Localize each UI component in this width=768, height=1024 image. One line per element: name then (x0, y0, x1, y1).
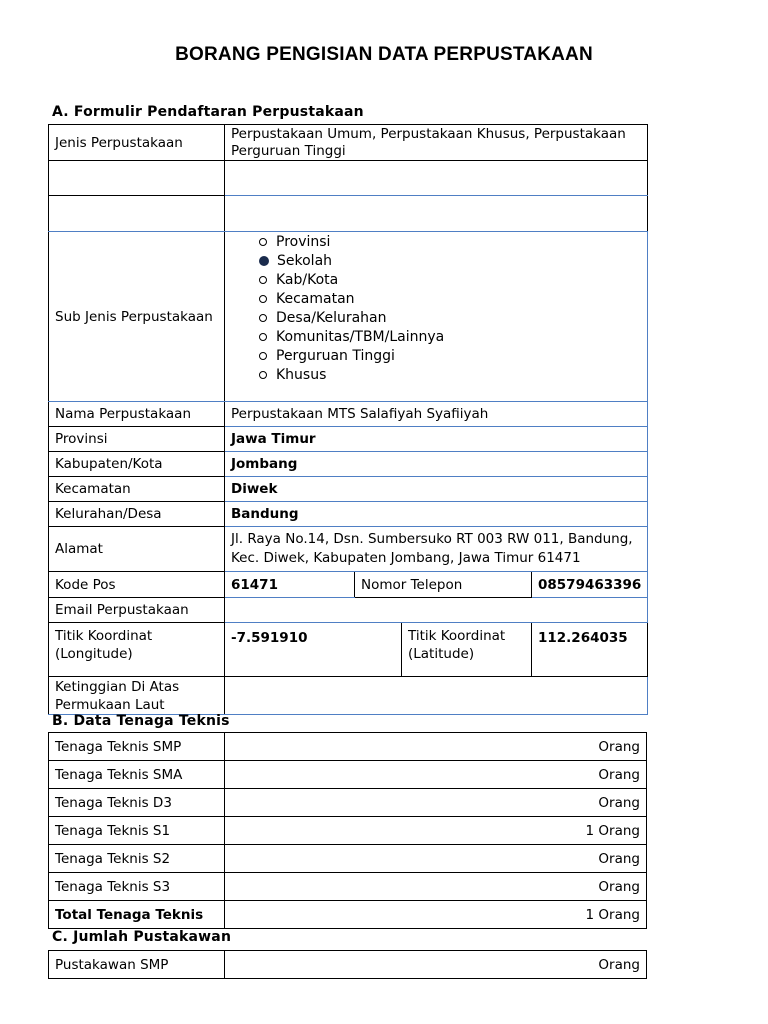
row-value[interactable]: Orang (225, 951, 647, 979)
sub-jenis-option-label: Kab/Kota (276, 271, 339, 288)
form-title: BORANG PENGISIAN DATA PERPUSTAKAAN (175, 44, 593, 65)
empty-cell (49, 161, 225, 196)
radio-unselected-icon[interactable] (259, 333, 267, 341)
sub-jenis-option-label: Khusus (276, 366, 327, 383)
sub-jenis-option[interactable] (259, 346, 641, 365)
row-label: Tenaga Teknis SMP (49, 733, 225, 761)
radio-unselected-icon[interactable] (259, 352, 267, 360)
registration-form-table (48, 124, 648, 715)
telepon-value[interactable]: 08579463396 (532, 572, 648, 598)
sub-jenis-option[interactable] (259, 232, 641, 251)
row-total-tenaga-teknis (49, 901, 647, 929)
table-row (49, 733, 647, 761)
latitude-value[interactable]: 112.264035 (532, 623, 648, 677)
row-value[interactable]: Orang (225, 845, 647, 873)
jenis-label: Jenis Perpustakaan (49, 125, 225, 161)
sub-jenis-options (225, 232, 648, 402)
telepon-label: Nomor Telepon (355, 572, 532, 598)
empty-cell[interactable] (225, 196, 648, 232)
sub-jenis-option-label: Desa/Kelurahan (276, 309, 387, 326)
pustakawan-table (48, 950, 647, 979)
sub-jenis-option[interactable] (259, 365, 641, 384)
table-row (49, 761, 647, 789)
row-kecamatan (49, 477, 648, 502)
longitude-label: Titik Koordinat (Longitude) (49, 623, 225, 677)
row-value[interactable]: Orang (225, 733, 647, 761)
radio-selected-icon[interactable] (259, 256, 269, 266)
kabupaten-value[interactable]: Jombang (225, 452, 648, 477)
row-label: Tenaga Teknis S2 (49, 845, 225, 873)
sub-jenis-radio-group (231, 232, 641, 384)
empty-cell[interactable] (225, 161, 648, 196)
radio-unselected-icon[interactable] (259, 238, 267, 246)
sub-jenis-option-label: Komunitas/TBM/Lainnya (276, 328, 445, 345)
row-nama (49, 402, 648, 427)
section-c-heading: C. Jumlah Pustakawan (52, 929, 232, 945)
jenis-value[interactable]: Perpustakaan Umum, Perpustakaan Khusus, Perpustakaan Perguruan Tinggi (225, 125, 648, 161)
longitude-value[interactable]: -7.591910 (225, 623, 402, 677)
row-ketinggian (49, 677, 648, 715)
nama-value[interactable]: Perpustakaan MTS Salafiyah Syafiiyah (225, 402, 648, 427)
row-provinsi (49, 427, 648, 452)
row-kabupaten (49, 452, 648, 477)
sub-jenis-option[interactable] (259, 251, 641, 270)
kelurahan-value[interactable]: Bandung (225, 502, 648, 527)
latitude-label: Titik Koordinat (Latitude) (402, 623, 532, 677)
radio-unselected-icon[interactable] (259, 371, 267, 379)
radio-unselected-icon[interactable] (259, 295, 267, 303)
row-alamat (49, 527, 648, 572)
email-value[interactable] (225, 598, 648, 623)
alamat-value[interactable]: Jl. Raya No.14, Dsn. Sumbersuko RT 003 RW 011, Bandung, Kec. Diwek, Kabupaten Jombang, Jawa Timur 61471 (225, 527, 648, 572)
row-koordinat (49, 623, 648, 677)
row-label: Pustakawan SMP (49, 951, 225, 979)
row-label: Tenaga Teknis D3 (49, 789, 225, 817)
kelurahan-label: Kelurahan/Desa (49, 502, 225, 527)
sub-jenis-option[interactable] (259, 289, 641, 308)
row-label: Tenaga Teknis S3 (49, 873, 225, 901)
section-a-heading: A. Formulir Pendaftaran Perpustakaan (52, 104, 364, 120)
row-value[interactable]: Orang (225, 761, 647, 789)
sub-jenis-option-label: Perguruan Tinggi (276, 347, 395, 364)
table-row (49, 951, 647, 979)
ketinggian-label: Ketinggian Di Atas Permukaan Laut (49, 677, 225, 715)
sub-jenis-option[interactable] (259, 327, 641, 346)
total-label: Total Tenaga Teknis (49, 901, 225, 929)
alamat-label: Alamat (49, 527, 225, 572)
row-empty-1 (49, 161, 648, 196)
kecamatan-value[interactable]: Diwek (225, 477, 648, 502)
ketinggian-value[interactable] (225, 677, 648, 715)
row-kode-pos (49, 572, 648, 598)
sub-jenis-label: Sub Jenis Perpustakaan (49, 232, 225, 402)
row-value[interactable]: Orang (225, 873, 647, 901)
row-value[interactable]: 1 Orang (225, 817, 647, 845)
radio-unselected-icon[interactable] (259, 276, 267, 284)
provinsi-value[interactable]: Jawa Timur (225, 427, 648, 452)
email-label: Email Perpustakaan (49, 598, 225, 623)
section-b-heading: B. Data Tenaga Teknis (52, 713, 230, 729)
kecamatan-label: Kecamatan (49, 477, 225, 502)
kabupaten-label: Kabupaten/Kota (49, 452, 225, 477)
tenaga-teknis-table (48, 732, 647, 929)
total-value[interactable]: 1 Orang (225, 901, 647, 929)
row-sub-jenis (49, 232, 648, 402)
row-email (49, 598, 648, 623)
sub-jenis-option-label: Provinsi (276, 233, 331, 250)
kodepos-label: Kode Pos (49, 572, 225, 598)
sub-jenis-option-label: Sekolah (277, 252, 333, 269)
provinsi-label: Provinsi (49, 427, 225, 452)
kodepos-value[interactable]: 61471 (225, 572, 355, 598)
row-empty-2 (49, 196, 648, 232)
sub-jenis-option[interactable] (259, 308, 641, 327)
row-jenis-perpustakaan (49, 125, 648, 161)
table-row (49, 845, 647, 873)
row-value[interactable]: Orang (225, 789, 647, 817)
row-label: Tenaga Teknis SMA (49, 761, 225, 789)
sub-jenis-option-label: Kecamatan (276, 290, 355, 307)
row-kelurahan (49, 502, 648, 527)
nama-label: Nama Perpustakaan (49, 402, 225, 427)
radio-unselected-icon[interactable] (259, 314, 267, 322)
table-row (49, 789, 647, 817)
table-row (49, 873, 647, 901)
empty-cell (49, 196, 225, 232)
sub-jenis-option[interactable] (259, 270, 641, 289)
row-label: Tenaga Teknis S1 (49, 817, 225, 845)
table-row (49, 817, 647, 845)
